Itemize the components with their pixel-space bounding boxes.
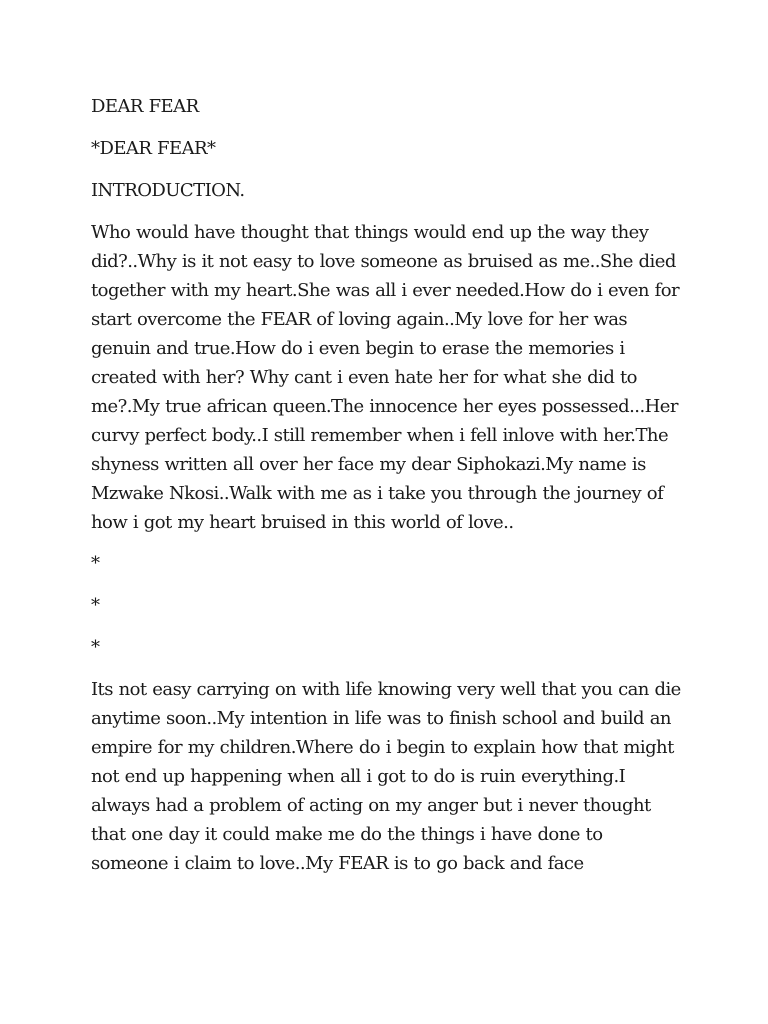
document-subheading: *DEAR FEAR* [91,138,216,159]
document-body [91,92,683,890]
separator-star: * [91,637,100,658]
paragraph-intro: Who would have thought that things would end up the way they did?..Why is it not easy to love someone as bruised as me..She died together with my heart.She was all i ever needed.How do i even for start overcome the FEAR of loving again..My love for her was genuin and true.How do i even begin to erase the memories i created with her? Why cant i even hate her for what she did to me?.My true african queen.The innocence her eyes possessed...Her curvy perfect body..I still remember when i fell inlove with her.The shyness written all over her face my dear Siphokazi.My name is Mzwake Nkosi..Walk with me as i take you through the journey of how i got my heart bruised in this world of love.. [91,222,680,533]
separator-star: * [91,553,100,574]
document-heading: DEAR FEAR [91,96,199,117]
paragraph-chapter-start: Its not easy carrying on with life knowing very well that you can die anytime soon..My intention in life was to finish school and build an empire for my children.Where do i begin to explain how that might not end up happening when all i got to do is ruin everything.I always had a problem of acting on my anger but i never thought that one day it could make me do the things i have done to someone i claim to love..My FEAR is to go back and face [91,679,681,874]
separator-star: * [91,595,100,616]
section-label: INTRODUCTION. [91,180,245,201]
